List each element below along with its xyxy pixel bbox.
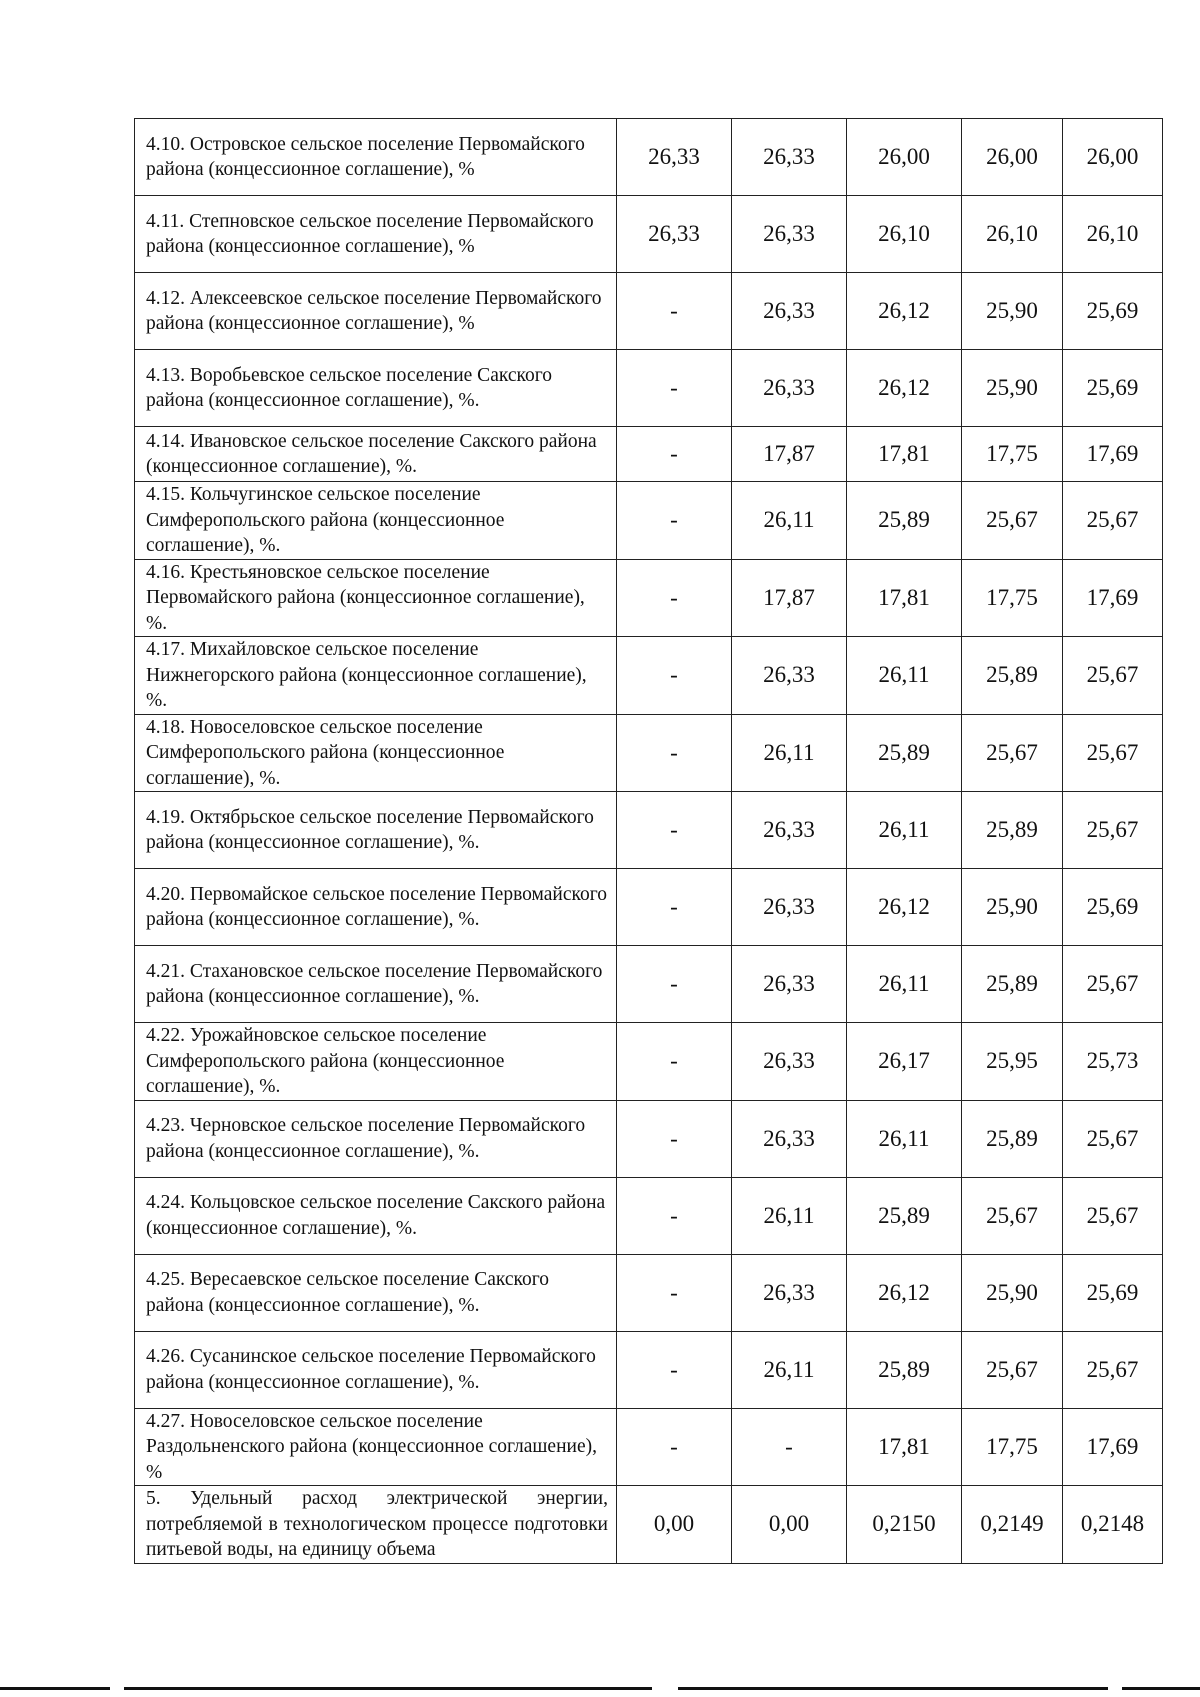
value-cell-col1: -	[617, 350, 732, 427]
value-cell-col5: 25,67	[1063, 482, 1163, 560]
value-cell-col2: 26,33	[732, 196, 847, 273]
value-cell-col5: 25,69	[1063, 350, 1163, 427]
value-cell-col2: 26,11	[732, 1331, 847, 1408]
table-row	[135, 196, 1163, 273]
value-cell-col1: -	[617, 869, 732, 946]
value-cell-col4: 25,95	[962, 1023, 1063, 1101]
value-cell-col3: 26,11	[847, 637, 962, 715]
value-cell-col1: 26,33	[617, 196, 732, 273]
value-cell-col4: 17,75	[962, 427, 1063, 482]
page-bottom-rule	[0, 1687, 1200, 1690]
value-cell-col5: 25,67	[1063, 637, 1163, 715]
value-cell-col3: 25,89	[847, 1331, 962, 1408]
value-cell-col3: 26,12	[847, 869, 962, 946]
table-row	[135, 1408, 1163, 1486]
table-row	[135, 559, 1163, 637]
value-cell-col4: 26,10	[962, 196, 1063, 273]
table-row	[135, 1023, 1163, 1101]
value-cell-col2: 26,33	[732, 350, 847, 427]
row-label: 4.27. Новоселовское сельское поселение Раздольненского района (концессионное соглашение), %	[135, 1408, 617, 1486]
value-cell-col2: 26,33	[732, 1100, 847, 1177]
value-cell-col2: 26,33	[732, 637, 847, 715]
value-cell-col2: 26,11	[732, 714, 847, 792]
table-row	[135, 1254, 1163, 1331]
value-cell-col3: 26,17	[847, 1023, 962, 1101]
value-cell-col4: 25,89	[962, 946, 1063, 1023]
table-row	[135, 714, 1163, 792]
value-cell-col1: -	[617, 427, 732, 482]
value-cell-col3: 25,89	[847, 482, 962, 560]
value-cell-col1: -	[617, 1254, 732, 1331]
value-cell-col4: 25,89	[962, 792, 1063, 869]
value-cell-col1: -	[617, 637, 732, 715]
value-cell-col4: 25,89	[962, 637, 1063, 715]
value-cell-col5: 25,67	[1063, 714, 1163, 792]
value-cell-col4: 26,00	[962, 119, 1063, 196]
value-cell-col5: 25,69	[1063, 869, 1163, 946]
value-cell-col5: 25,67	[1063, 1331, 1163, 1408]
row-label: 4.20. Первомайское сельское поселение Первомайского района (концессионное соглашение), %.	[135, 869, 617, 946]
value-cell-col2: 26,33	[732, 946, 847, 1023]
value-cell-col1: -	[617, 1408, 732, 1486]
value-cell-col2: 26,33	[732, 1254, 847, 1331]
value-cell-col4: 0,2149	[962, 1486, 1063, 1564]
row-label: 4.10. Островское сельское поселение Первомайского района (концессионное соглашение), %	[135, 119, 617, 196]
row-label: 4.14. Ивановское сельское поселение Сакского района (концессионное соглашение), %.	[135, 427, 617, 482]
value-cell-col1: 26,33	[617, 119, 732, 196]
table-row	[135, 1486, 1163, 1564]
value-cell-col4: 25,90	[962, 1254, 1063, 1331]
row-label: 4.23. Черновское сельское поселение Первомайского района (концессионное соглашение), %.	[135, 1100, 617, 1177]
value-cell-col2: 26,33	[732, 869, 847, 946]
table-row	[135, 482, 1163, 560]
value-cell-col4: 25,67	[962, 714, 1063, 792]
value-cell-col2: 0,00	[732, 1486, 847, 1564]
value-cell-col3: 0,2150	[847, 1486, 962, 1564]
row-label: 4.17. Михайловское сельское поселение Нижнегорского района (концессионное соглашение), %.	[135, 637, 617, 715]
value-cell-col2: 26,11	[732, 1177, 847, 1254]
row-label: 4.18. Новоселовское сельское поселение Симферопольского района (концессионное соглашение), %.	[135, 714, 617, 792]
row-label: 4.21. Стахановское сельское поселение Первомайского района (концессионное соглашение), %.	[135, 946, 617, 1023]
value-cell-col2: 26,11	[732, 482, 847, 560]
table-row	[135, 273, 1163, 350]
value-cell-col3: 26,12	[847, 273, 962, 350]
value-cell-col3: 26,00	[847, 119, 962, 196]
value-cell-col4: 25,67	[962, 1177, 1063, 1254]
value-cell-col3: 17,81	[847, 559, 962, 637]
value-cell-col4: 25,67	[962, 1331, 1063, 1408]
value-cell-col2: 26,33	[732, 119, 847, 196]
value-cell-col1: -	[617, 273, 732, 350]
value-cell-col1: -	[617, 1177, 732, 1254]
value-cell-col3: 26,11	[847, 1100, 962, 1177]
table-row	[135, 1177, 1163, 1254]
row-label: 4.25. Вересаевское сельское поселение Сакского района (концессионное соглашение), %.	[135, 1254, 617, 1331]
value-cell-col1: -	[617, 714, 732, 792]
value-cell-col3: 25,89	[847, 714, 962, 792]
value-cell-col5: 26,00	[1063, 119, 1163, 196]
table-row	[135, 427, 1163, 482]
table-row	[135, 869, 1163, 946]
value-cell-col2: 26,33	[732, 792, 847, 869]
row-label: 4.16. Крестьяновское сельское поселение Первомайского района (концессионное соглашение), %.	[135, 559, 617, 637]
value-cell-col1: -	[617, 1100, 732, 1177]
value-cell-col1: -	[617, 482, 732, 560]
value-cell-col5: 17,69	[1063, 1408, 1163, 1486]
value-cell-col5: 25,67	[1063, 1177, 1163, 1254]
value-cell-col5: 17,69	[1063, 427, 1163, 482]
value-cell-col3: 17,81	[847, 427, 962, 482]
value-cell-col4: 25,90	[962, 869, 1063, 946]
value-cell-col4: 25,90	[962, 273, 1063, 350]
value-cell-col5: 25,69	[1063, 1254, 1163, 1331]
value-cell-col5: 25,69	[1063, 273, 1163, 350]
value-cell-col4: 25,67	[962, 482, 1063, 560]
value-cell-col1: 0,00	[617, 1486, 732, 1564]
row-label: 4.24. Кольцовское сельское поселение Сакского района (концессионное соглашение), %.	[135, 1177, 617, 1254]
table-row	[135, 637, 1163, 715]
value-cell-col4: 17,75	[962, 559, 1063, 637]
row-label: 5. Удельный расход электрической энергии, потребляемой в технологическом процессе подготовки питьевой воды, на единицу объема	[135, 1486, 617, 1564]
table-row	[135, 946, 1163, 1023]
value-cell-col3: 26,10	[847, 196, 962, 273]
row-label: 4.13. Воробьевское сельское поселение Сакского района (концессионное соглашение), %.	[135, 350, 617, 427]
table-row	[135, 1100, 1163, 1177]
value-cell-col2: 26,33	[732, 1023, 847, 1101]
value-cell-col4: 25,90	[962, 350, 1063, 427]
value-cell-col3: 25,89	[847, 1177, 962, 1254]
value-cell-col1: -	[617, 792, 732, 869]
value-cell-col1: -	[617, 1023, 732, 1101]
value-cell-col3: 26,12	[847, 1254, 962, 1331]
value-cell-col3: 26,11	[847, 946, 962, 1023]
value-cell-col5: 0,2148	[1063, 1486, 1163, 1564]
value-cell-col4: 25,89	[962, 1100, 1063, 1177]
row-label: 4.22. Урожайновское сельское поселение Симферопольского района (концессионное соглашение), %.	[135, 1023, 617, 1101]
table-row	[135, 1331, 1163, 1408]
value-cell-col5: 25,67	[1063, 946, 1163, 1023]
value-cell-col1: -	[617, 946, 732, 1023]
value-cell-col2: 17,87	[732, 559, 847, 637]
table-row	[135, 119, 1163, 196]
value-cell-col5: 25,73	[1063, 1023, 1163, 1101]
table-body	[135, 119, 1163, 1564]
table-row	[135, 792, 1163, 869]
value-cell-col1: -	[617, 1331, 732, 1408]
value-cell-col3: 26,11	[847, 792, 962, 869]
indicators-table	[134, 118, 1163, 1564]
value-cell-col5: 25,67	[1063, 1100, 1163, 1177]
value-cell-col1: -	[617, 559, 732, 637]
value-cell-col2: 26,33	[732, 273, 847, 350]
value-cell-col4: 17,75	[962, 1408, 1063, 1486]
row-label: 4.15. Кольчугинское сельское поселение Симферопольского района (концессионное соглашение), %.	[135, 482, 617, 560]
value-cell-col3: 17,81	[847, 1408, 962, 1486]
value-cell-col5: 17,69	[1063, 559, 1163, 637]
value-cell-col2: -	[732, 1408, 847, 1486]
value-cell-col3: 26,12	[847, 350, 962, 427]
row-label: 4.12. Алексеевское сельское поселение Первомайского района (концессионное соглашение), %	[135, 273, 617, 350]
row-label: 4.19. Октябрьское сельское поселение Первомайского района (концессионное соглашение), %.	[135, 792, 617, 869]
table-row	[135, 350, 1163, 427]
value-cell-col5: 25,67	[1063, 792, 1163, 869]
row-label: 4.11. Степновское сельское поселение Первомайского района (концессионное соглашение), %	[135, 196, 617, 273]
value-cell-col2: 17,87	[732, 427, 847, 482]
row-label: 4.26. Сусанинское сельское поселение Первомайского района (концессионное соглашение), %.	[135, 1331, 617, 1408]
value-cell-col5: 26,10	[1063, 196, 1163, 273]
